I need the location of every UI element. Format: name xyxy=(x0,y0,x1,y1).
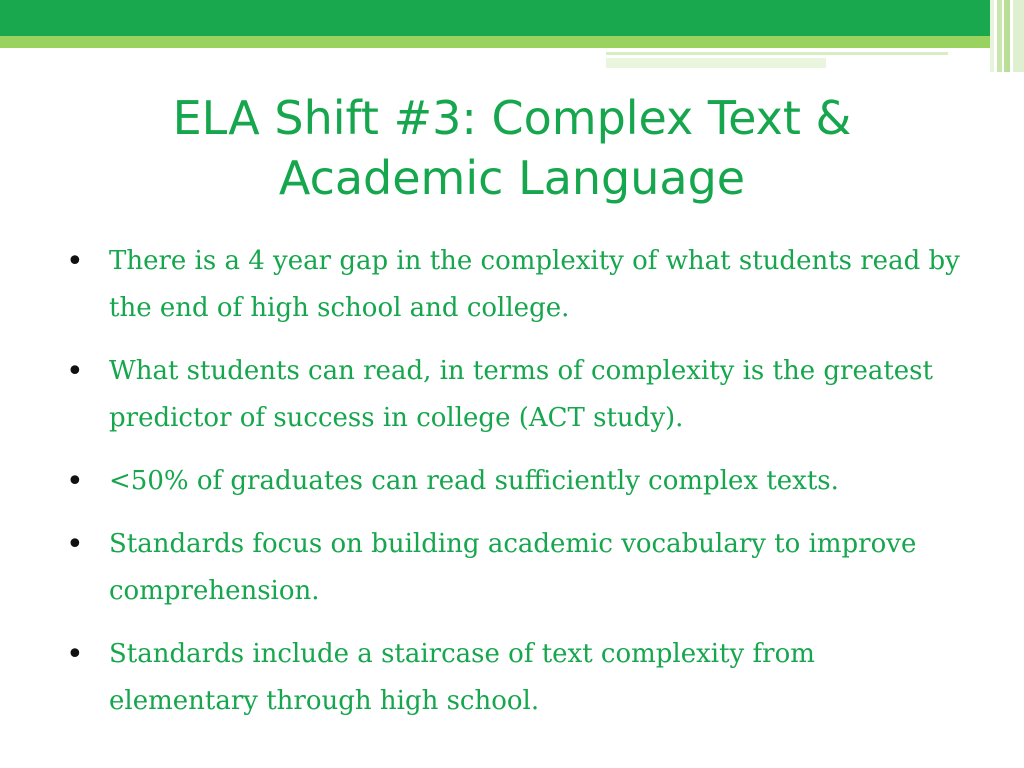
header-band-dark xyxy=(0,0,1024,36)
bullet-list xyxy=(66,238,966,741)
header-band-light xyxy=(0,36,1024,48)
slide-title-line-2: Academic Language xyxy=(278,151,746,205)
bullet-item xyxy=(66,348,966,442)
bullet-item xyxy=(66,521,966,615)
bullet-item xyxy=(66,631,966,725)
bullet-text: What students can read, in terms of complexity is the greatest predictor of success in college (ACT study). xyxy=(109,356,933,433)
header-line-faint xyxy=(606,58,826,68)
bullet-icon: • xyxy=(66,637,84,672)
bullet-icon: • xyxy=(66,354,84,389)
bullet-text: There is a 4 year gap in the complexity of what students read by the end of high school and college. xyxy=(109,246,960,323)
corner-stripes xyxy=(990,0,1024,72)
bullet-text: Standards focus on building academic vocabulary to improve comprehension. xyxy=(109,529,917,606)
bullet-icon: • xyxy=(66,464,84,499)
bullet-icon: • xyxy=(66,244,84,279)
slide-title xyxy=(60,88,964,208)
header-line-thin xyxy=(606,52,948,55)
bullet-text: Standards include a staircase of text complexity from elementary through high school. xyxy=(109,639,815,716)
bullet-icon: • xyxy=(66,527,84,562)
bullet-text: <50% of graduates can read sufficiently complex texts. xyxy=(109,466,839,496)
bullet-item xyxy=(66,458,966,505)
bullet-item xyxy=(66,238,966,332)
slide-title-line-1: ELA Shift #3: Complex Text & xyxy=(172,91,852,145)
